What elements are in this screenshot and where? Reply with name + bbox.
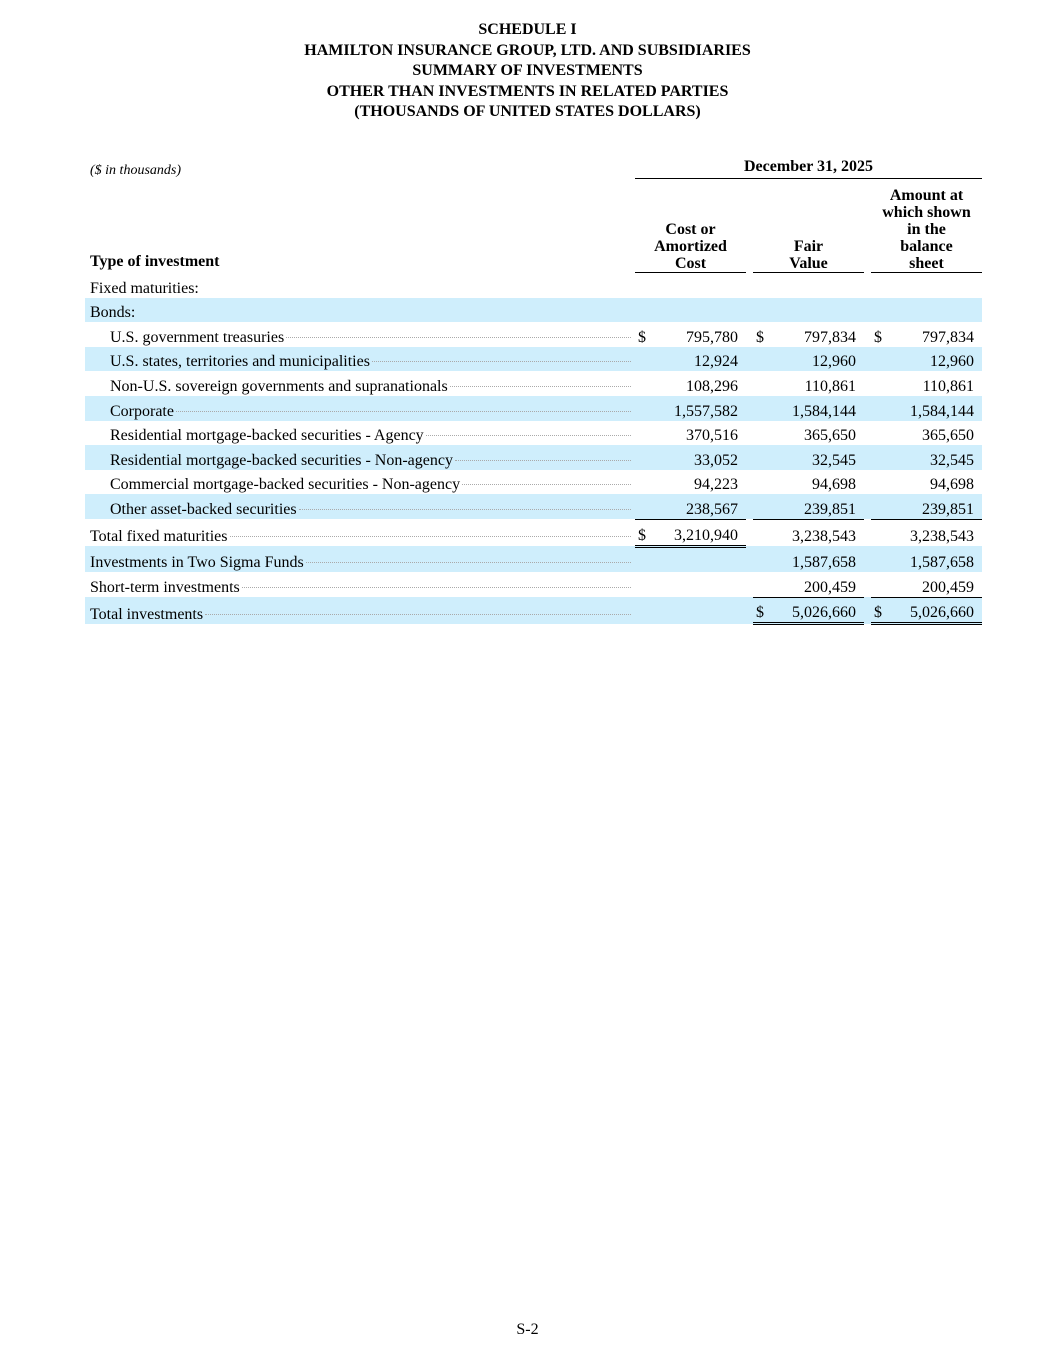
- fair-value: 3,238,543: [764, 519, 864, 546]
- currency-symbol: $: [756, 328, 764, 346]
- table-row: [85, 322, 982, 347]
- fair-value: 32,545: [764, 445, 864, 470]
- balance-amount: 3,238,543: [882, 519, 982, 546]
- row-label: Total fixed maturities: [90, 528, 228, 546]
- fair-value: 94,698: [812, 476, 856, 494]
- row-label: Other asset-backed securities: [110, 501, 297, 519]
- units-note: ($ in thousands): [90, 162, 181, 178]
- fair-value: 110,861: [804, 377, 856, 395]
- fair-value: 797,834: [804, 328, 856, 346]
- table-row: [85, 396, 982, 421]
- table-row: [85, 347, 982, 372]
- balance-amount: 110,861: [922, 377, 974, 395]
- fair-value: 200,459: [804, 578, 856, 596]
- currency-symbol: $: [635, 519, 646, 546]
- cost-value: 3,210,940: [646, 519, 746, 546]
- dot-leader: [230, 536, 631, 537]
- row-label: Bonds:: [85, 298, 635, 323]
- header-line: Cost or: [665, 221, 716, 238]
- balance-amount: 5,026,660: [882, 597, 982, 624]
- table-row: [85, 546, 982, 572]
- row-label: Corporate: [110, 402, 174, 420]
- schedule-title: [0, 20, 1055, 123]
- row-label: Residential mortgage-backed securities - Agency: [110, 427, 424, 445]
- dot-leader: [205, 614, 631, 615]
- header-line: Amortized: [654, 238, 727, 255]
- title-line: OTHER THAN INVESTMENTS IN RELATED PARTIES: [326, 82, 729, 100]
- row-label: Residential mortgage-backed securities - Non-agency: [110, 451, 453, 469]
- balance-amount: 32,545: [882, 445, 982, 470]
- cost-value: 1,557,582: [646, 396, 746, 421]
- dot-leader: [286, 337, 631, 338]
- row-label: Fixed maturities:: [90, 279, 199, 297]
- cost-value: 33,052: [646, 445, 746, 470]
- balance-amount: 12,960: [882, 347, 982, 372]
- balance-amount: 797,834: [922, 328, 974, 346]
- page-number: S-2: [516, 1321, 539, 1338]
- cost-value: 94,223: [694, 476, 738, 494]
- balance-amount: 94,698: [930, 476, 974, 494]
- row-label: Investments in Two Sigma Funds: [90, 554, 304, 572]
- header-line: Amount at: [889, 187, 964, 204]
- investments-table: [85, 152, 982, 625]
- header-line: Fair: [793, 238, 824, 255]
- dot-leader: [306, 562, 631, 563]
- balance-amount: 239,851: [882, 494, 982, 519]
- header-line: Cost: [674, 255, 707, 272]
- title-line: SCHEDULE I: [478, 21, 577, 38]
- balance-amount: 1,587,658: [882, 546, 982, 572]
- title-line: SUMMARY OF INVESTMENTS: [412, 62, 643, 80]
- row-label: Short-term investments: [90, 579, 240, 597]
- dot-leader: [462, 484, 631, 485]
- row-label: U.S. states, territories and municipalities: [110, 353, 370, 371]
- header-line: in the: [907, 221, 946, 238]
- column-header-balance-amount: [871, 179, 982, 273]
- dot-leader: [242, 587, 631, 588]
- cost-value: 370,516: [686, 427, 738, 445]
- fair-value: 12,960: [764, 347, 864, 372]
- dot-leader: [450, 386, 631, 387]
- dot-leader: [372, 361, 631, 362]
- table-row: [85, 597, 982, 624]
- table-row: [85, 519, 982, 546]
- fair-value: 1,587,658: [764, 546, 864, 572]
- dot-leader: [176, 411, 631, 412]
- table-row: [85, 421, 982, 446]
- dot-leader: [426, 435, 631, 436]
- title-line: HAMILTON INSURANCE GROUP, LTD. AND SUBSIDIARIES: [304, 41, 751, 59]
- title-line: (THOUSANDS OF UNITED STATES DOLLARS): [354, 103, 701, 121]
- fair-value: 5,026,660: [764, 597, 864, 624]
- fair-value: 1,584,144: [764, 396, 864, 421]
- cost-value: [646, 546, 746, 572]
- row-label: Non-U.S. sovereign governments and supranationals: [110, 377, 448, 395]
- cost-value: 12,924: [646, 347, 746, 372]
- column-header-cost: [635, 179, 746, 273]
- currency-symbol: $: [638, 328, 646, 346]
- currency-symbol: $: [871, 597, 882, 624]
- row-label: U.S. government treasuries: [110, 328, 285, 346]
- cost-value: 238,567: [646, 494, 746, 519]
- table-row: [85, 470, 982, 495]
- table-row: [85, 298, 982, 323]
- period-header: December 31, 2025: [635, 152, 982, 179]
- cost-value: [646, 572, 746, 597]
- row-label: Commercial mortgage-backed securities - Non-agency: [110, 476, 461, 494]
- table-row: [85, 494, 982, 519]
- dot-leader: [455, 460, 631, 461]
- header-line: balance: [900, 238, 953, 255]
- row-label: Total investments: [90, 605, 204, 623]
- table-row: [85, 572, 982, 597]
- table-row: [85, 371, 982, 396]
- header-line: sheet: [909, 255, 944, 272]
- cost-value: 108,296: [686, 377, 738, 395]
- balance-amount: 200,459: [922, 578, 974, 596]
- balance-amount: 1,584,144: [882, 396, 982, 421]
- currency-symbol: $: [874, 328, 882, 346]
- cost-value: 795,780: [686, 328, 738, 346]
- row-header: Type of investment: [90, 252, 220, 270]
- table-row: [85, 445, 982, 470]
- dot-leader: [299, 509, 631, 510]
- header-line: Value: [789, 255, 828, 272]
- header-line: which shown: [882, 204, 971, 221]
- table-row: [85, 273, 982, 298]
- cost-value: [646, 597, 746, 624]
- currency-symbol: $: [753, 597, 764, 624]
- fair-value: 365,650: [804, 427, 856, 445]
- fair-value: 239,851: [764, 494, 864, 519]
- column-header-fair-value: [753, 179, 864, 273]
- balance-amount: 365,650: [922, 427, 974, 445]
